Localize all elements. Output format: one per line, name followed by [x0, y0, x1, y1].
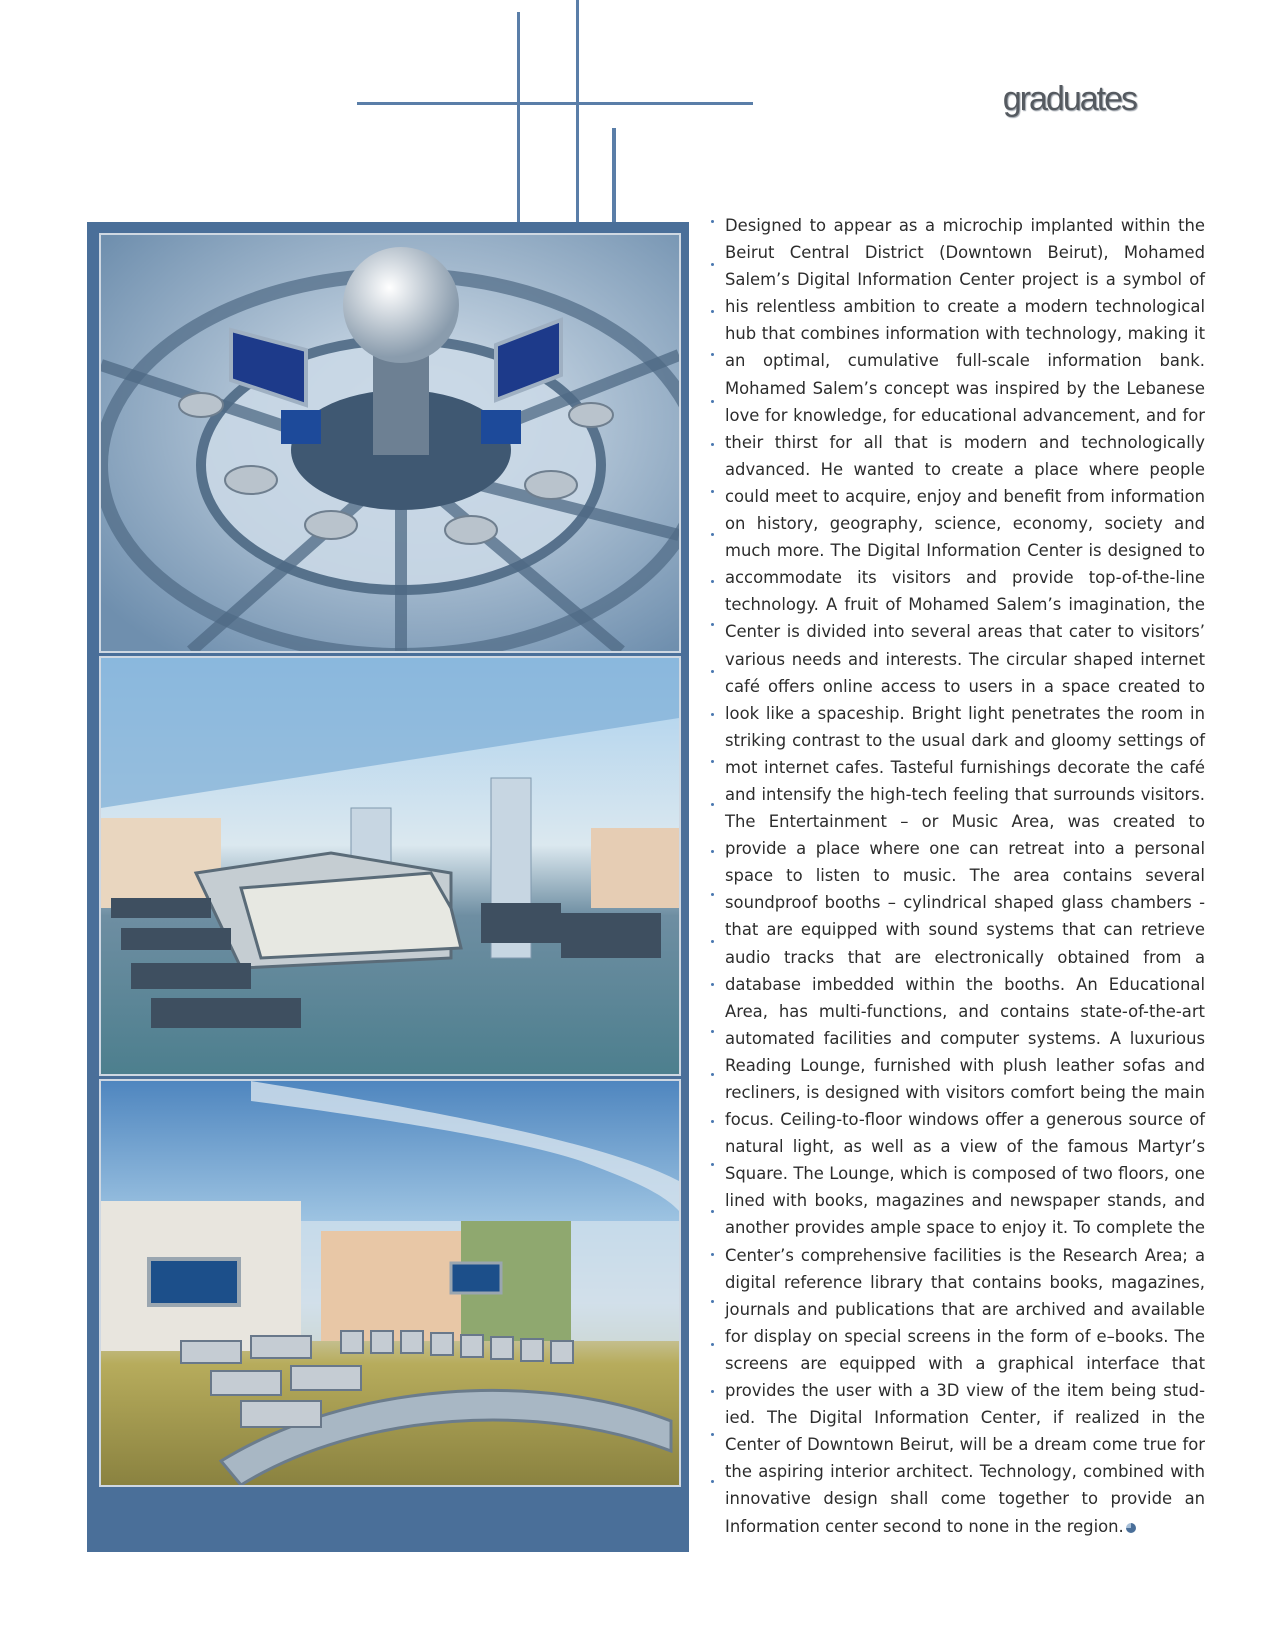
margin-dot [711, 443, 714, 446]
decorative-rule-vertical-2 [576, 0, 579, 222]
margin-dot [711, 263, 714, 266]
margin-dot [711, 940, 714, 943]
end-mark-icon [1126, 1523, 1136, 1533]
margin-dot [711, 1390, 714, 1393]
margin-dot [711, 533, 714, 536]
section-title: graduates [1002, 80, 1136, 118]
margin-dot [711, 893, 714, 896]
article-text: Designed to appear as a microchip implanted within the Beirut Central District (Downtown Beirut), Mohamed Salem’s Digital Information Center project is a symbol of his relentless ambition to create a modern technological hub that combines information with technology, making it an optimal, cumulative full-scale information bank. Mohamed Salem’s concept was inspired by the Lebanese love for knowledge, for educational advancement, and for their thirst for all that is modern and technologically advanced. He wanted to create a place where people could meet to acquire, enjoy and benefit from information on history, geography, science, economy, society and much more. The Digital Information Center is designed to accommodate its visitors and provide top-of-the-line technology. A fruit of Mohamed Salem’s imagination, the Center is divided into several areas that cater to visitors’ various needs and interests. The circular shaped internet café offers online access to users in a space created to look like a spaceship. Bright light penetrates the room in striking contrast to the usual dark and gloomy settings of mot internet cafes. Tasteful furnishings decorate the café and intensify the high-tech feeling that surrounds visitors. The Entertainment – or Music Area, was created to provide a place where one can retreat into a personal space to listen to music. The area contains several soundproof booths – cylindrical shaped glass chambers - that are equipped with sound systems that can retrieve audio tracks that are electronically obtained from a database imbedded within the booths. An Educational Area, has multi-functions, and contains state-of-the-art automated facilities and computer systems. A luxurious Reading Lounge, furnished with plush leather sofas and recliners, is designed with visitors comfort being the main focus. Ceiling-to-floor windows offer a generous source of natural light, as well as a view of the famous Martyr’s Square. The Lounge, which is composed of two floors, one lined with books, magazines and newspaper stands, and another provides ample space to enjoy it. To complete the Center’s comprehensive facilities is the Research Area; a digital reference library that contains books, magazines, journals and publications that are archived and available for display on special screens in the form of e–books. The screens are equipped with a graphical interface that provides the user with a 3D view of the item being studied. The Digital Information Center, if realized in the Center of Downtown Beirut, will be a dream come true for the aspiring interior architect. Technology, combined with innovative design shall come together to provide an Information center second to none in the region. [725, 216, 1205, 1536]
margin-dot [711, 670, 714, 673]
margin-dot [711, 580, 714, 583]
margin-dot [711, 713, 714, 716]
margin-dot [711, 1030, 714, 1033]
rendering-image [101, 658, 679, 1074]
margin-dot [711, 803, 714, 806]
margin-dot [711, 220, 714, 223]
margin-dot [711, 760, 714, 763]
margin-dot [711, 490, 714, 493]
margin-dot [711, 983, 714, 986]
decorative-rule-horizontal [357, 102, 753, 105]
internet-cafe-render [99, 233, 681, 653]
reading-lounge-render [99, 1079, 681, 1487]
rendering-image [101, 235, 679, 651]
margin-dot [711, 623, 714, 626]
rendering-image [101, 1081, 679, 1485]
margin-dot [711, 1480, 714, 1483]
margin-dot [711, 400, 714, 403]
margin-dot [711, 1300, 714, 1303]
margin-dot [711, 310, 714, 313]
margin-dot [711, 1073, 714, 1076]
margin-dot [711, 1433, 714, 1436]
margin-dot [711, 1253, 714, 1256]
margin-dot [711, 1343, 714, 1346]
decorative-rule-vertical-1 [517, 12, 520, 222]
margin-dot [711, 353, 714, 356]
margin-dots [711, 218, 717, 1548]
margin-dot [711, 1120, 714, 1123]
photo-frame [87, 222, 689, 1552]
music-area-render [99, 656, 681, 1076]
decorative-rule-vertical-3 [612, 128, 616, 222]
margin-dot [711, 1210, 714, 1213]
margin-dot [711, 850, 714, 853]
margin-dot [711, 1163, 714, 1166]
article-body [725, 212, 1205, 1540]
